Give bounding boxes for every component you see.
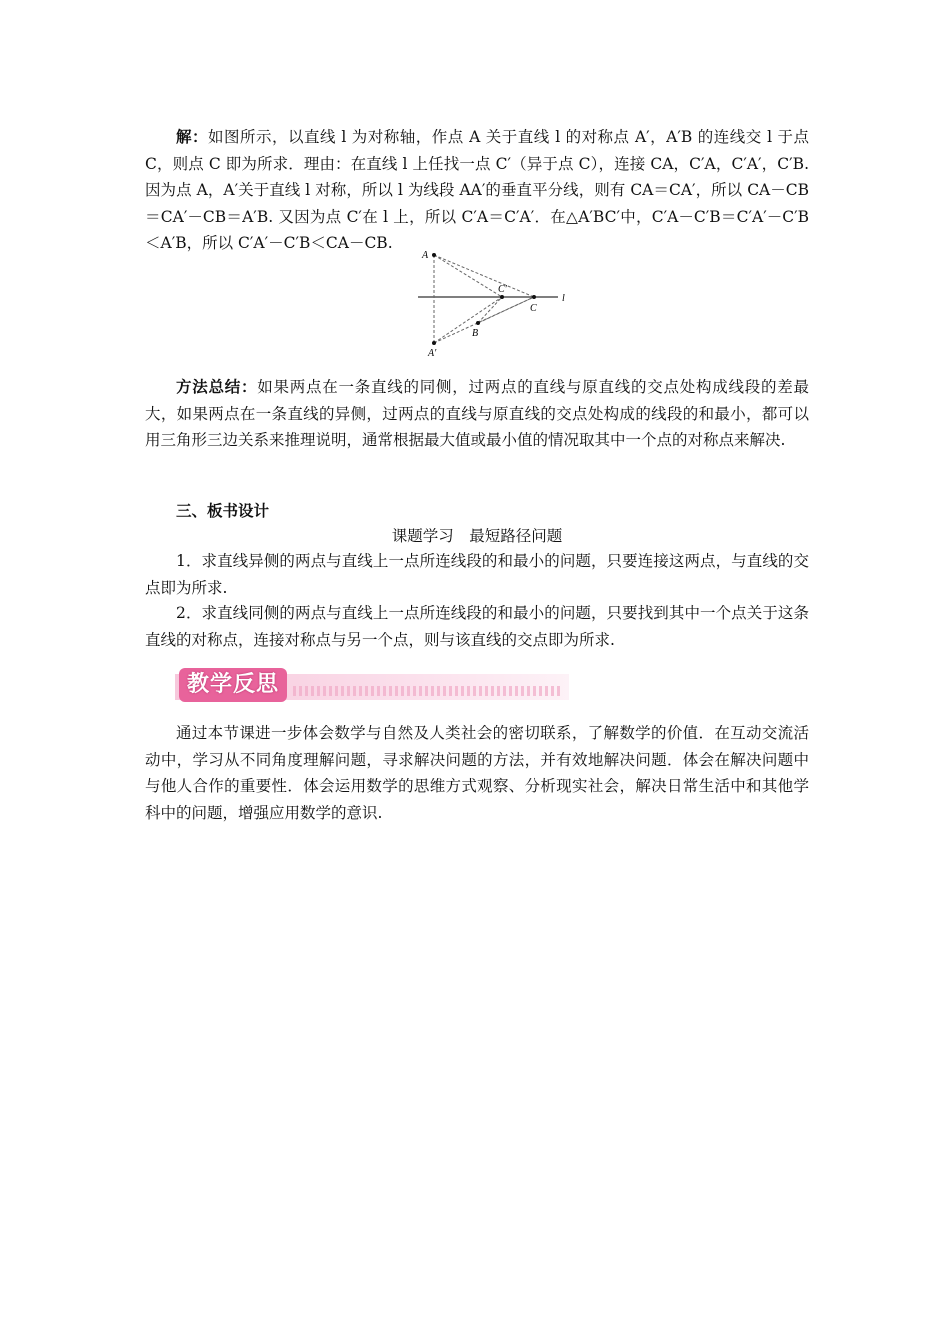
point-b <box>476 321 480 325</box>
label-l: l <box>562 293 565 304</box>
segment-ac-prime <box>434 255 502 297</box>
point-a <box>432 253 436 257</box>
reflection-paragraph: 通过本节课进一步体会数学与自然及人类社会的密切联系，了解数学的价值．在互动交流活动中，学习从不同角度理解问题，寻求解决问题的方法，并有效地解决问题．体会在解决问题中与他人合作的重要性．体会运用数学的思维方式观察、分析现实社会，解决日常生活中和其他学科中的问题，增强应用数学的意识. <box>145 724 809 822</box>
label-a: A <box>422 250 429 261</box>
solution-paragraph <box>145 124 809 257</box>
board-design-item-2: 2．求直线同侧的两点与直线上一点所连线段的和最小的问题，只要找到其中一个点关于这条直线的对称点，连接对称点与另一个点，则与该直线的交点即为所求. <box>145 604 809 649</box>
point-c-prime <box>500 295 504 299</box>
solution-label: 解： <box>176 127 208 146</box>
banner-stripes <box>293 686 563 696</box>
method-summary-paragraph <box>145 374 809 454</box>
label-c-prime: C′ <box>498 284 507 295</box>
segment-ac <box>434 255 534 297</box>
reflection-banner <box>175 666 569 704</box>
board-design-item-1: 1．求直线异侧的两点与直线上一点所连线段的和最小的问题，只要连接这两点，与直线的交点即为所求. <box>145 552 809 597</box>
label-a-prime: A′ <box>428 348 437 359</box>
method-summary-label: 方法总结： <box>176 377 258 396</box>
label-c: C <box>530 303 537 314</box>
segment-a-prime-c-prime <box>434 297 502 343</box>
board-design-title: 课题学习 最短路径问题 <box>391 527 563 545</box>
label-b: B <box>472 328 479 339</box>
reflection-banner-title: 教学反思 <box>179 668 287 702</box>
point-c <box>532 295 536 299</box>
solution-text: 如图所示，以直线 l 为对称轴，作点 A 关于直线 l 的对称点 A′，A′B 的连线交 l 于点 C，则点 C 即为所求．理由：在直线 l 上任找一点 C′（异于点 C），连接 CA，C′A，C′A′，C′B. 因为点 A，A′关于直线 l 对称，所以 l 为线段 AA′的垂直平分线，则有 CA＝CA′，所以 CA－CB＝CA′－CB＝A′B. 又因为点 C′在 l 上，所以 C′A＝C′A′．在△A′BC′中，C′A－C′B＝C′A′－C′B＜A′B，所以 C′A′－C′B＜CA－CB. <box>145 128 809 252</box>
method-summary-text: 如果两点在一条直线的同侧，过两点的直线与原直线的交点处构成线段的差最大，如果两点在一条直线的异侧，过两点的直线与原直线的交点处构成的线段的和最小，都可以用三角形三边关系来推理说明，通常根据最大值或最小值的情况取其中一个点的对称点来解决. <box>145 378 809 449</box>
segment-bc-prime <box>478 297 502 323</box>
point-a-prime <box>432 341 436 345</box>
board-design-heading: 三、板书设计 <box>176 501 270 520</box>
geometry-figure <box>410 243 580 361</box>
